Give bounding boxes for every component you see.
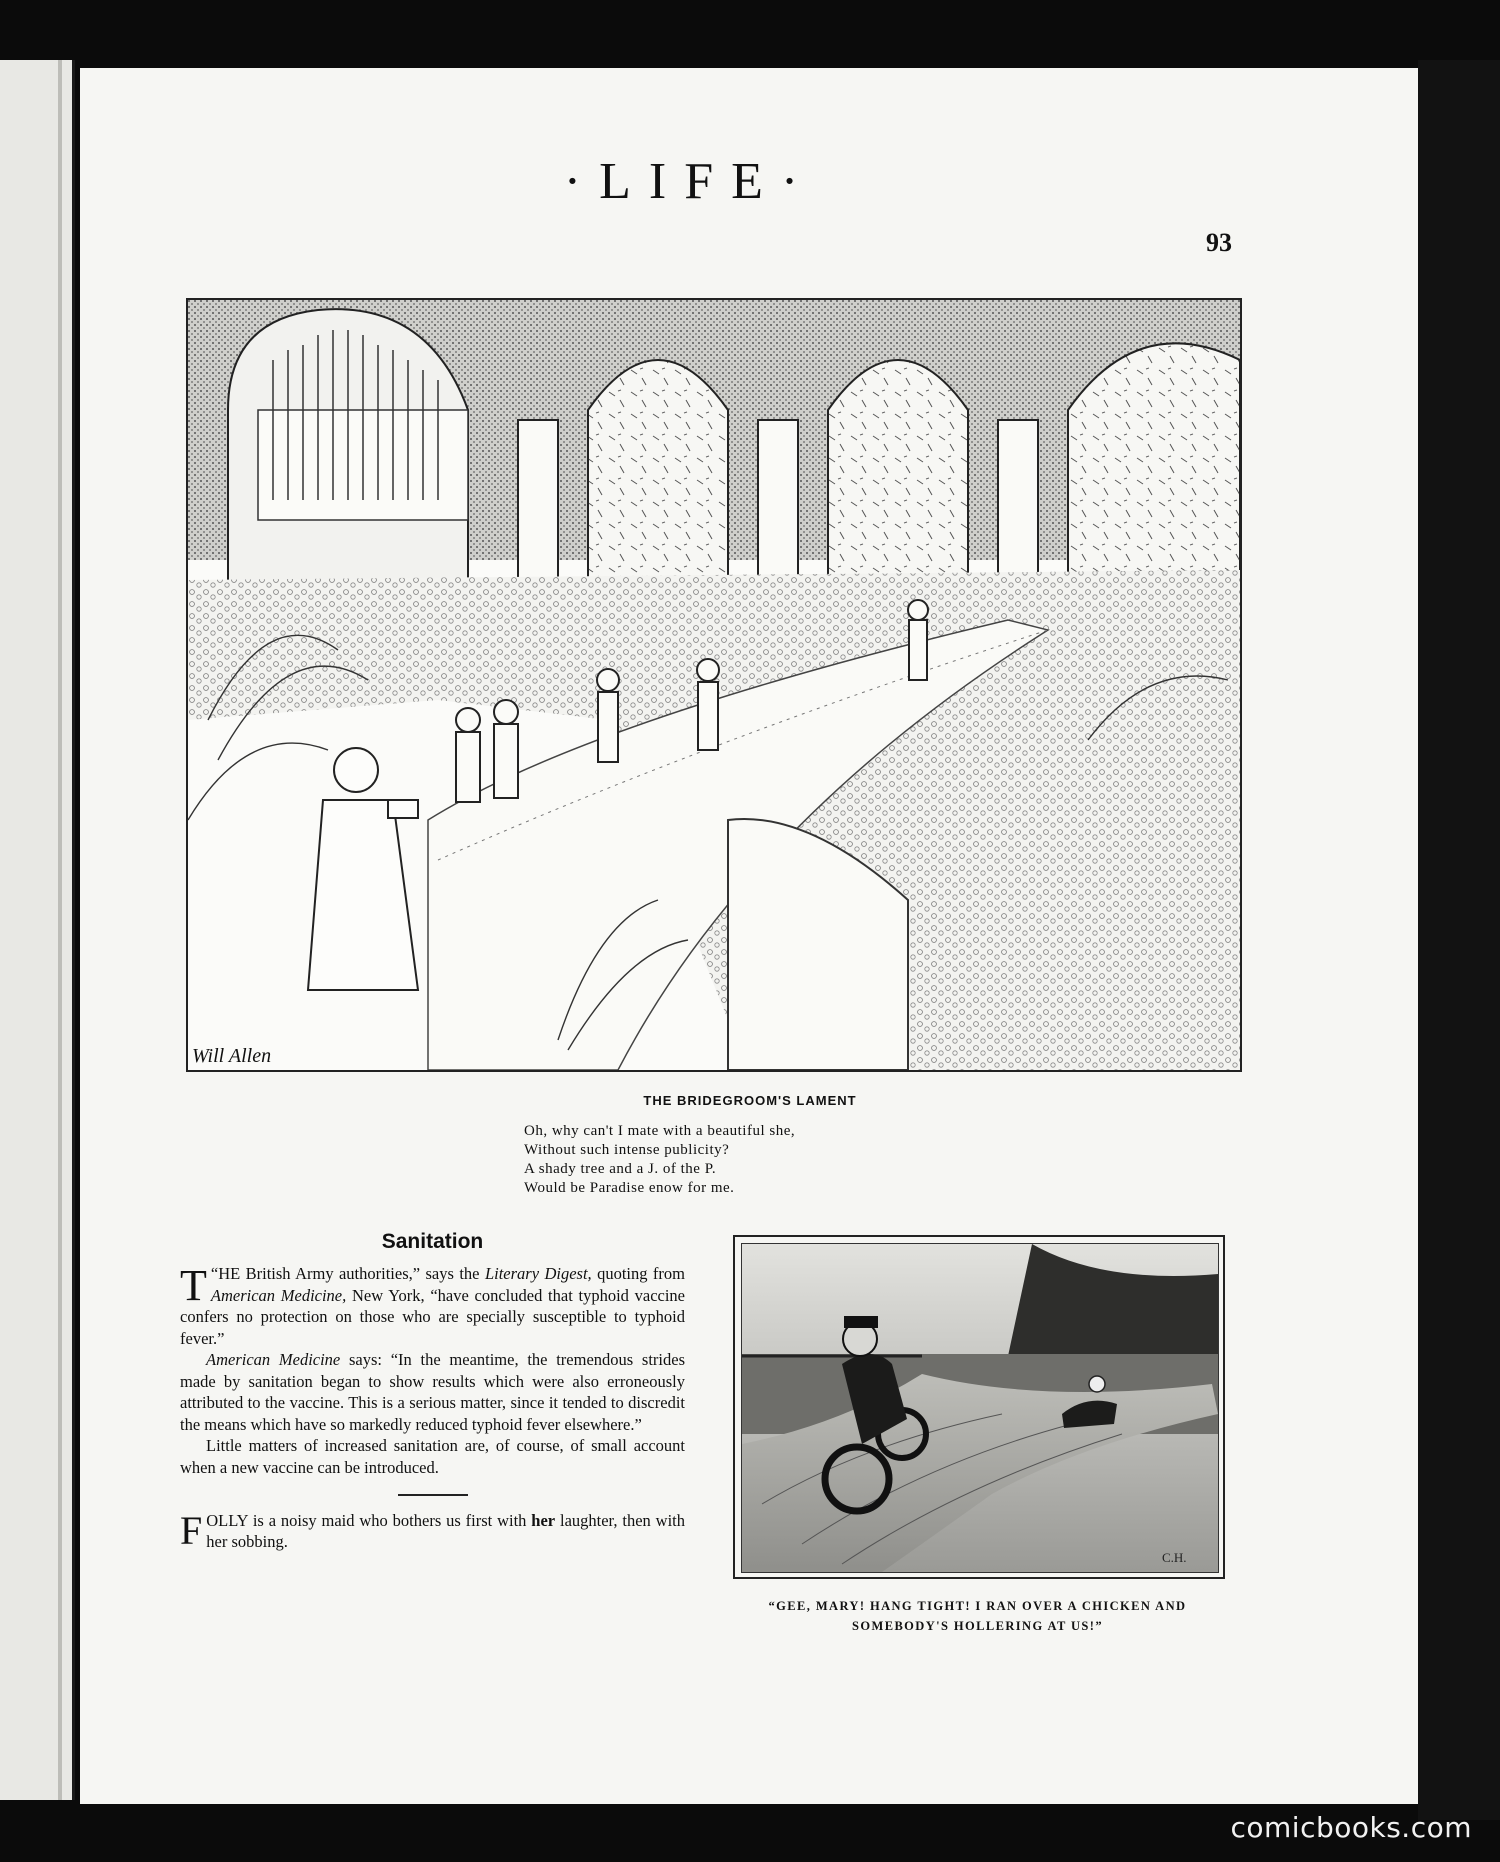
motorcycle-caption: [720, 1596, 1235, 1636]
text-run: OLLY is a noisy maid who bothers us first with: [206, 1511, 532, 1530]
article-heading: Sanitation: [381, 1230, 484, 1253]
cartoon-caption-title: THE BRIDEGROOM'S LAMENT: [643, 1093, 857, 1108]
motorcycle-drawing: [742, 1244, 1218, 1572]
drop-cap: T: [180, 1261, 207, 1310]
text-run: New York, “have concluded that typhoid vaccine confers no protection on those who are specially susceptible to typhoid fever.”: [180, 1285, 685, 1348]
verse-line: A shady tree and a J. of the P.: [524, 1161, 717, 1177]
motorcycle-illustration: [733, 1235, 1225, 1579]
cartoon-signature: Will Allen: [192, 1045, 272, 1067]
section-divider: [398, 1494, 468, 1496]
right-binding-shadow: [1418, 60, 1500, 1820]
drop-cap: F: [180, 1508, 203, 1553]
verse-line: Would be Paradise enow for me.: [524, 1180, 735, 1196]
cartoon-verse: [524, 1122, 795, 1198]
left-page-edge: [0, 60, 75, 1800]
caption-line: “GEE, MARY! HANG TIGHT! I RAN OVER A CHICKEN AND: [768, 1599, 1187, 1613]
folly-paragraph: [180, 1510, 685, 1552]
masthead-title: ·LIFE·: [563, 153, 817, 210]
text-run: laughter, then with her sobbing.: [206, 1511, 685, 1551]
verse-line: Oh, why can't I mate with a beautiful she,: [524, 1123, 796, 1139]
wedding-cartoon-drawing: [188, 300, 1240, 1070]
open-quote: “: [210, 1264, 219, 1283]
text-run: her: [531, 1511, 556, 1530]
text-run: says: “In the meantime, the tremendous strides made by sanitation began to show results which were also erroneously attributed to the vaccine. This is a serious matter, since it tended to discredit the means which have so markedly reduced typhoid fever elsewhere.”: [180, 1350, 685, 1434]
motorcycle-illustration-image: [741, 1243, 1219, 1573]
photo-signature: C.H.: [1162, 1550, 1187, 1565]
verse-line: Without such intense publicity?: [524, 1142, 730, 1158]
wedding-cartoon: [186, 298, 1242, 1072]
article-paragraph: [180, 1263, 685, 1349]
source-title: American Medicine,: [210, 1285, 347, 1305]
text-run: HE British Army authorities,” says the: [218, 1264, 485, 1283]
article-body: [180, 1263, 685, 1552]
text-run: quoting from: [591, 1264, 685, 1283]
page-number: 93: [1206, 228, 1232, 257]
watermark: comicbooks.com: [1230, 1811, 1472, 1844]
caption-line: SOMEBODY'S HOLLERING AT US!”: [852, 1619, 1103, 1633]
article-paragraph: Little matters of increased sanitation are, of course, of small account when a new vaccine can be introduced.: [180, 1436, 685, 1477]
source-title: American Medicine: [206, 1350, 341, 1369]
source-title: Literary Digest,: [484, 1264, 592, 1283]
article-paragraph: [180, 1349, 685, 1435]
